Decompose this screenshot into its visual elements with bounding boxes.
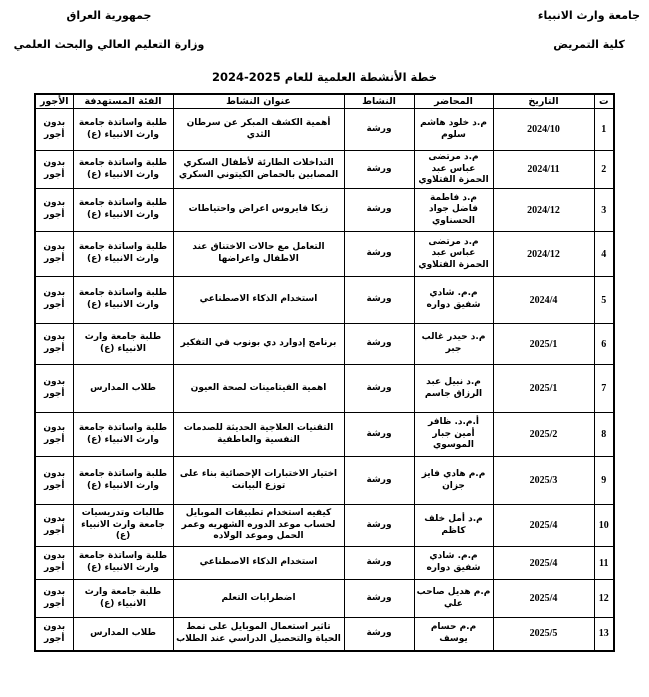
cell-target: طلبة واساتذة جامعة وارث الانبياء (ع) — [73, 413, 173, 457]
cell-activity: ورشة — [344, 365, 414, 413]
cell-lecturer: م.د أمل خلف كاظم — [414, 505, 493, 547]
org-right-block — [529, 9, 649, 51]
cell-target: طالبات وتدريسيات جامعة وارث الانبياء (ع) — [73, 505, 173, 547]
cell-lecturer: م.د فاطمة فاضل جواد الحسناوي — [414, 189, 493, 232]
cell-activity: ورشة — [344, 151, 414, 189]
cell-no: 9 — [594, 457, 614, 505]
cell-date: 2025/4 — [493, 547, 594, 580]
table-row — [35, 324, 614, 365]
cell-no: 2 — [594, 151, 614, 189]
cell-fee: بدون أجور — [35, 365, 73, 413]
table-row — [35, 277, 614, 324]
cell-activity: ورشة — [344, 277, 414, 324]
cell-title: التعامل مع حالات الاختناق عند الاطفال واعراضها — [173, 232, 344, 277]
cell-target: طلبة واساتذة جامعة وارث الانبياء (ع) — [73, 151, 173, 189]
cell-no: 8 — [594, 413, 614, 457]
letterhead — [0, 9, 649, 51]
cell-lecturer: م.م هديل صاحب علي — [414, 580, 493, 618]
cell-fee: بدون أجور — [35, 413, 73, 457]
cell-date: 2024/10 — [493, 109, 594, 151]
column-header: ت — [594, 94, 614, 109]
cell-date: 2025/4 — [493, 580, 594, 618]
cell-date: 2025/3 — [493, 457, 594, 505]
column-header: التاريخ — [493, 94, 594, 109]
table-row — [35, 365, 614, 413]
cell-no: 10 — [594, 505, 614, 547]
cell-date: 2024/12 — [493, 189, 594, 232]
country-name: جمهورية العراق — [66, 9, 152, 22]
cell-activity: ورشة — [344, 505, 414, 547]
cell-fee: بدون أجور — [35, 547, 73, 580]
table-row — [35, 547, 614, 580]
column-header: الفئة المستهدفة — [73, 94, 173, 109]
cell-target: طلبة واساتذة جامعة وارث الانبياء (ع) — [73, 232, 173, 277]
cell-no: 12 — [594, 580, 614, 618]
cell-fee: بدون أجور — [35, 457, 73, 505]
cell-date: 2025/1 — [493, 365, 594, 413]
cell-no: 13 — [594, 618, 614, 651]
cell-title: اهمية الفيتامينات لصحة العيون — [173, 365, 344, 413]
cell-activity: ورشة — [344, 457, 414, 505]
cell-title: زيكا فايروس اعراض واحتياطات — [173, 189, 344, 232]
table-row — [35, 232, 614, 277]
cell-title: تاثير استعمال الموبايل على نمط الحياة والتحصيل الدراسي عند الطلاب — [173, 618, 344, 651]
cell-no: 7 — [594, 365, 614, 413]
cell-lecturer: م.م. شادي شفيق دواره — [414, 277, 493, 324]
cell-target: طلبة واساتذة جامعة وارث الانبياء (ع) — [73, 277, 173, 324]
cell-fee: بدون أجور — [35, 189, 73, 232]
cell-lecturer: م.م. شادي شفيق دواره — [414, 547, 493, 580]
table-row — [35, 109, 614, 151]
cell-activity: ورشة — [344, 413, 414, 457]
cell-title: برنامج إدوارد دي بونوب في التفكير — [173, 324, 344, 365]
table-row — [35, 505, 614, 547]
cell-target: طلبة واساتذة جامعة وارث الانبياء (ع) — [73, 547, 173, 580]
org-left-block — [0, 9, 218, 51]
cell-lecturer: م.م هادي فايز جزان — [414, 457, 493, 505]
college-name: كلية التمريض — [553, 38, 625, 51]
cell-date: 2025/1 — [493, 324, 594, 365]
cell-title: استخدام الذكاء الاصطناعي — [173, 547, 344, 580]
cell-target: طلبة جامعة وارث الانبياء (ع) — [73, 580, 173, 618]
cell-target: طلبة واساتذة جامعة وارث الانبياء (ع) — [73, 189, 173, 232]
column-header: الأجور — [35, 94, 73, 109]
cell-fee: بدون أجور — [35, 505, 73, 547]
cell-lecturer: م.د مرتضى عباس عبد الحمزة الفتلاوي — [414, 232, 493, 277]
cell-target: طلبة واساتذة جامعة وارث الانبياء (ع) — [73, 109, 173, 151]
cell-date: 2024/11 — [493, 151, 594, 189]
cell-fee: بدون أجور — [35, 324, 73, 365]
table-row — [35, 189, 614, 232]
cell-activity: ورشة — [344, 109, 414, 151]
cell-fee: بدون أجور — [35, 232, 73, 277]
cell-date: 2024/12 — [493, 232, 594, 277]
cell-no: 6 — [594, 324, 614, 365]
cell-target: طلبة واساتذة جامعة وارث الانبياء (ع) — [73, 457, 173, 505]
table-row — [35, 413, 614, 457]
table-header-row — [35, 94, 614, 109]
activities-table — [34, 93, 615, 652]
cell-date: 2024/4 — [493, 277, 594, 324]
cell-title: استخدام الذكاء الاصطناعي — [173, 277, 344, 324]
cell-title: التقنيات العلاجية الحديثة للصدمات النفسية والعاطفية — [173, 413, 344, 457]
cell-fee: بدون أجور — [35, 618, 73, 651]
cell-activity: ورشة — [344, 232, 414, 277]
cell-activity: ورشة — [344, 618, 414, 651]
table-row — [35, 457, 614, 505]
cell-date: 2025/5 — [493, 618, 594, 651]
table-row — [35, 580, 614, 618]
column-header: المحاضر — [414, 94, 493, 109]
cell-title: التداخلات الطارئة لأطفال السكري المصابين بالحماض الكيتوني السكري — [173, 151, 344, 189]
table-body — [35, 109, 614, 651]
cell-no: 4 — [594, 232, 614, 277]
cell-fee: بدون أجور — [35, 109, 73, 151]
cell-activity: ورشة — [344, 580, 414, 618]
cell-lecturer: م.د نبيل عبد الرزاق جاسم — [414, 365, 493, 413]
cell-title: اختيار الاختبارات الإحصائية بناء على توزع البيانت — [173, 457, 344, 505]
cell-title: اضطرابات التعلم — [173, 580, 344, 618]
cell-target: طلاب المدارس — [73, 618, 173, 651]
cell-lecturer: م.د حيدر غالب جبر — [414, 324, 493, 365]
cell-target: طلاب المدارس — [73, 365, 173, 413]
cell-activity: ورشة — [344, 547, 414, 580]
cell-no: 1 — [594, 109, 614, 151]
cell-title: كيفيه استخدام تطبيقات الموبايل لحساب موعد الدوره الشهريه وعمر الحمل وموعد الولاده — [173, 505, 344, 547]
university-name: جامعة وارث الانبياء — [537, 9, 641, 22]
cell-lecturer: م.م حسام يوسف — [414, 618, 493, 651]
column-header: النشاط — [344, 94, 414, 109]
cell-fee: بدون أجور — [35, 151, 73, 189]
column-header: عنوان النشاط — [173, 94, 344, 109]
cell-lecturer: م.د خلود هاشم سلوم — [414, 109, 493, 151]
cell-activity: ورشة — [344, 189, 414, 232]
cell-fee: بدون أجور — [35, 580, 73, 618]
cell-no: 11 — [594, 547, 614, 580]
table-row — [35, 151, 614, 189]
cell-fee: بدون أجور — [35, 277, 73, 324]
cell-target: طلبة جامعة وارث الانبياء (ع) — [73, 324, 173, 365]
cell-activity: ورشة — [344, 324, 414, 365]
cell-lecturer: م.د مرتضى عباس عبد الحمزة الفتلاوي — [414, 151, 493, 189]
cell-date: 2025/4 — [493, 505, 594, 547]
cell-no: 5 — [594, 277, 614, 324]
table-row — [35, 618, 614, 651]
document-title: خطة الأنشطة العلمية للعام 2025-2024 — [211, 70, 438, 84]
cell-title: أهمية الكشف المبكر عن سرطان الثدي — [173, 109, 344, 151]
cell-no: 3 — [594, 189, 614, 232]
cell-date: 2025/2 — [493, 413, 594, 457]
cell-lecturer: أ.م.د. ظافر أمين جبار الموسوي — [414, 413, 493, 457]
ministry-name: وزارة التعليم العالي والبحث العلمي — [13, 38, 205, 51]
